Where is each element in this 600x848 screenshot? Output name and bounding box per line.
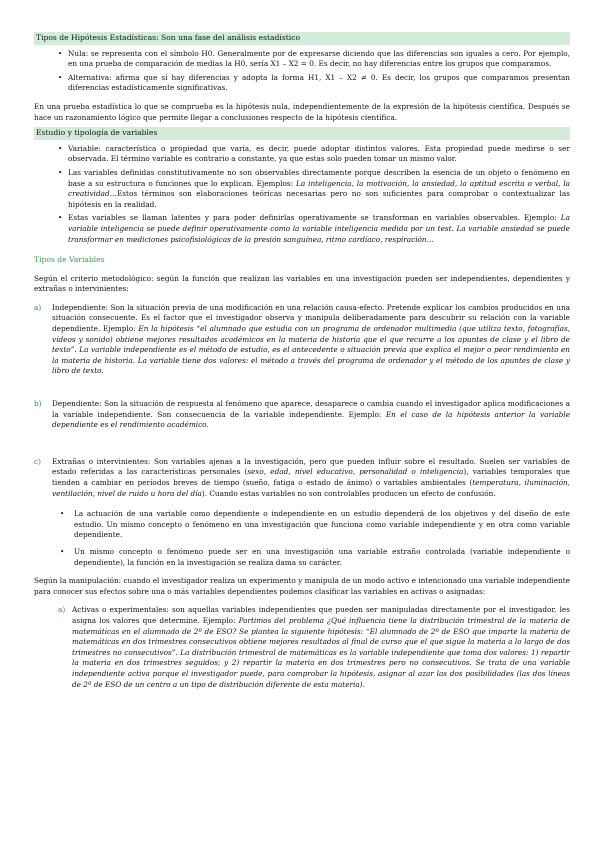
item-letter: a)	[58, 605, 66, 615]
paragraph-criterio: Según el criterio metodológico: según la función que realizan las variables en una investigación pueden ser independientes, dependientes y extrañas o intervinientes:	[34, 273, 570, 294]
paragraph-prueba-estadistica: En una prueba estadística lo que se comprueba es la hipótesis nula, independientemente de la expresión de la hipótesis científica. Después se hace un razonamiento lógico que permite llegar a conclusiones respecto de la hipótesis científica.	[34, 101, 570, 122]
extranas-list	[34, 509, 570, 568]
subheading-tipos-variables: Tipos de Variables	[34, 255, 105, 265]
example-text: Partimos del problema ¿Qué influencia tiene la distribución trimestral de la materia de matemáticas en el alumnado de 2º de ESO? Se plantea la siguiente hipótesis: “El alumnado de 2º de ESO que imparte la materia de matemáticas en dos trimestres consecutivos obtiene mejores resultados al final de curso que el que sigue la materia a lo largo de dos trimestres no consecutivos”. La distribución trimestral de matemáticas es la variable independiente que toma dos valores: 1) repartir la materia en dos trimestres seguidos; y 2) repartir la materia en dos trimestres pero no consecutivos. Se trata de una variable independiente activa porque el investigador puede, para comprobar la hipótesis, asignar al azar las dos posibilidades (las dos líneas de 2º de ESO de un centro a un tipo de distribución diferente de esta materia).	[72, 615, 570, 689]
item-extranas	[34, 457, 570, 499]
text: Extrañas o intervinientes: Son variables ajenas a la investigación, pero que pueden influir sobre el resultado. Suelen ser variables de estado referidas a las características personales (	[52, 456, 570, 477]
text: Activas o experimentales: son aquellas variables independientes que pueden ser manipuladas directamente por el investigador, les asigna los valores que determine. Ejemplo:	[72, 605, 570, 625]
text: Las variables definidas constitutivamente no son observables directamente porque describen la esencia de un objeto o fenómeno en base a su estructura o funciones que lo explican. Ejemplos:	[68, 167, 570, 188]
variables-list	[34, 144, 570, 245]
list-item-constitutivas	[34, 168, 570, 210]
example-text: La inteligencia, la motivación, la ansiedad, la aptitud escrita o verbal, la creatividad	[68, 178, 571, 199]
item-letter: b)	[34, 399, 42, 409]
item-dependiente	[34, 399, 570, 431]
text: ), variables temporales que tienden a cambiar en períodos breves de tiempo (sueño, fatiga o estado de ánimo) o variables ambientales (	[52, 467, 570, 487]
item-letter: c)	[34, 456, 41, 466]
list-item-nula: • Nula: se representa con el símbolo H0. Generalmente por de expresarse diciendo que las diferencias son iguales a cero. Por ejemplo, en una prueba de comparación de medias la H0, sería X1 – X2 = 0. Es decir, no hay diferencias entre los grupos que comparamos.	[34, 49, 570, 70]
item-independiente	[34, 303, 570, 377]
list-item-actuacion: • La actuación de una variable como dependiente o independiente en un estudio dependerá de los objetivos y del diseño de este estudio. Un mismo concepto o fenómeno en una investigación que funciona como variable independiente y en otra como variable dependiente.	[34, 509, 570, 541]
text: ). Cuando estas variables no son controlables producen un efecto de confusión.	[201, 488, 496, 498]
list-item-latentes	[34, 213, 570, 245]
paragraph-manipulacion: Según la manipulación: cuando el investigador realiza un experimento y manipula de un modo activo e intencionado una variable independiente para conocer sus efectos sobre una o más variables dependientes podemos clasificar las variables en activas o asignadas:	[34, 576, 570, 596]
text: …Estos términos son elaboraciones teóricas necesarias pero no son suficientes para comprobar o contextualizar las hipótesis en la realidad.	[68, 189, 570, 209]
text: Estas variables se llaman latentes y para poder definirlas operativamente se transforman en variables observables. Ejemplo:	[68, 213, 561, 223]
text: Dependiente: Son la situación de respuesta al fenómeno que aparece, desaparece o cambia cuando el investigador aplica modificaciones a la variable independiente. Son consecuencia de la variable independiente. Ejemplo:	[52, 399, 570, 419]
example-text: En el caso de la hipótesis anterior la variable dependiente es el rendimiento académico.	[52, 409, 571, 430]
example-text: sexo, edad, nivel educativo, personalidad o inteligencia	[247, 467, 464, 477]
text: Independiente: Son la situación previa de una modificación en una relación causa-efecto. Pretende explicar los cambios producidos en una situación consecuente. Es el factor que el investigador observa y manipula deliberadamente para descubrir su relación con la variable dependiente. Ejemplo:	[52, 302, 570, 334]
example-text: En la hipótesis “el alumnado que estudia con un programa de ordenador multimedia (que utiliza texto, fotografías, vídeos y sonido) obtiene mejores resultados académicos en la materia de historia que el que recurre a los apuntes de clase y el libro de texto”. La variable independiente es el método de estudio, es el antecedente o situación previa que explica el mejor o peor rendimiento en la materia de historia. La variable tiene dos valores: el método a través del programa de ordenador y el método de los apuntes de clase y libro de texto.	[52, 324, 571, 376]
list-item-variable: • Variable: característica o propiedad que varía, es decir, puede adoptar distintos valores. Esta propiedad puede medirse o ser observada. El término variable es contrario a constante, ya que estas solo pueden tomar un mismo valor.	[34, 144, 570, 165]
section-heading-variables: Estudio y tipología de variables	[34, 127, 570, 140]
example-text: La variable inteligencia se puede definir operativamente como la variable inteligencia medida por un test. La variable ansiedad se puede transformar en mediciones psicofisiológicas de la presión sanguínea, ritmo cardíaco, respiración…	[68, 213, 570, 244]
example-text: temperatura, iluminación, ventilación, nivel de ruido u hora del día	[52, 478, 570, 498]
list-item-mismo-concepto: • Un mismo concepto o fenómeno puede ser en una investigación una variable extraño controlada (variable independiente o dependiente), la función en la investigación se realiza dama su carácter.	[34, 547, 570, 568]
list-item-alternativa: • Alternativa: afirma que sí hay diferencias y adopta la forma H1, X1 – X2 ≠ 0. Es decir, los grupos que comparamos presentan diferencias estadísticamente significativas.	[34, 73, 570, 94]
hipotesis-list	[34, 49, 570, 94]
section-heading-hipotesis: Tipos de Hipótesis Estadísticas: Son una fase del análisis estadístico	[34, 32, 570, 45]
item-letter: a)	[34, 302, 42, 312]
item-activas	[34, 605, 570, 690]
